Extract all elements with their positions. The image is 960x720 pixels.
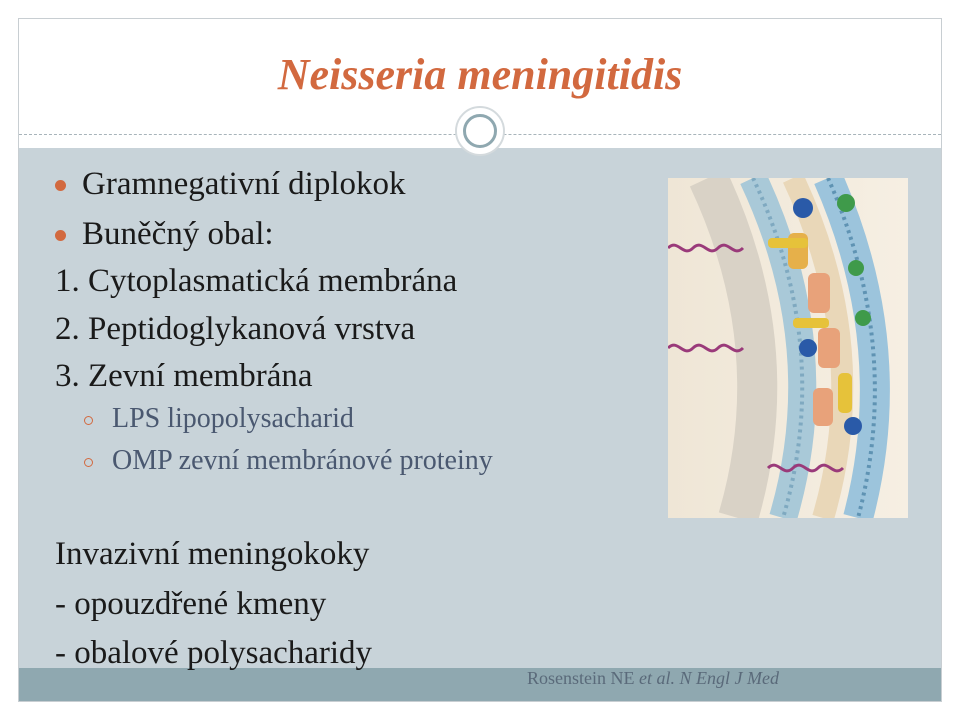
citation [527, 668, 779, 689]
membrane-illustration [668, 178, 908, 518]
numbered-item: 1. Cytoplasmatická membrána [55, 263, 458, 299]
circle-ornament-inner [463, 114, 497, 148]
circle-ornament [455, 106, 505, 156]
citation-journal: N Engl J Med [679, 668, 779, 688]
footer-band [19, 668, 941, 701]
bullet-dot [55, 230, 66, 241]
slide-title: Neisseria meningitidis [277, 50, 683, 99]
invasive-heading: Invazivní meningokoky [55, 536, 370, 572]
sub-bullet-text: LPS lipopolysacharid [112, 403, 354, 434]
bullet-text: Buněčný obal: [82, 216, 274, 252]
sub-bullet-ring [84, 458, 93, 467]
citation-etal: et al. [639, 668, 675, 688]
bullet-text: Gramnegativní diplokok [82, 166, 406, 202]
dash-item: - opouzdřené kmeny [55, 586, 327, 622]
citation-authors: Rosenstein NE [527, 668, 635, 688]
numbered-item: 3. Zevní membrána [55, 358, 313, 394]
numbered-item: 2. Peptidoglykanová vrstva [55, 311, 416, 347]
sub-bullet-text: OMP zevní membránové proteiny [112, 445, 493, 476]
sub-bullet-ring [84, 416, 93, 425]
dash-item: - obalové polysacharidy [55, 635, 373, 671]
bullet-dot [55, 180, 66, 191]
